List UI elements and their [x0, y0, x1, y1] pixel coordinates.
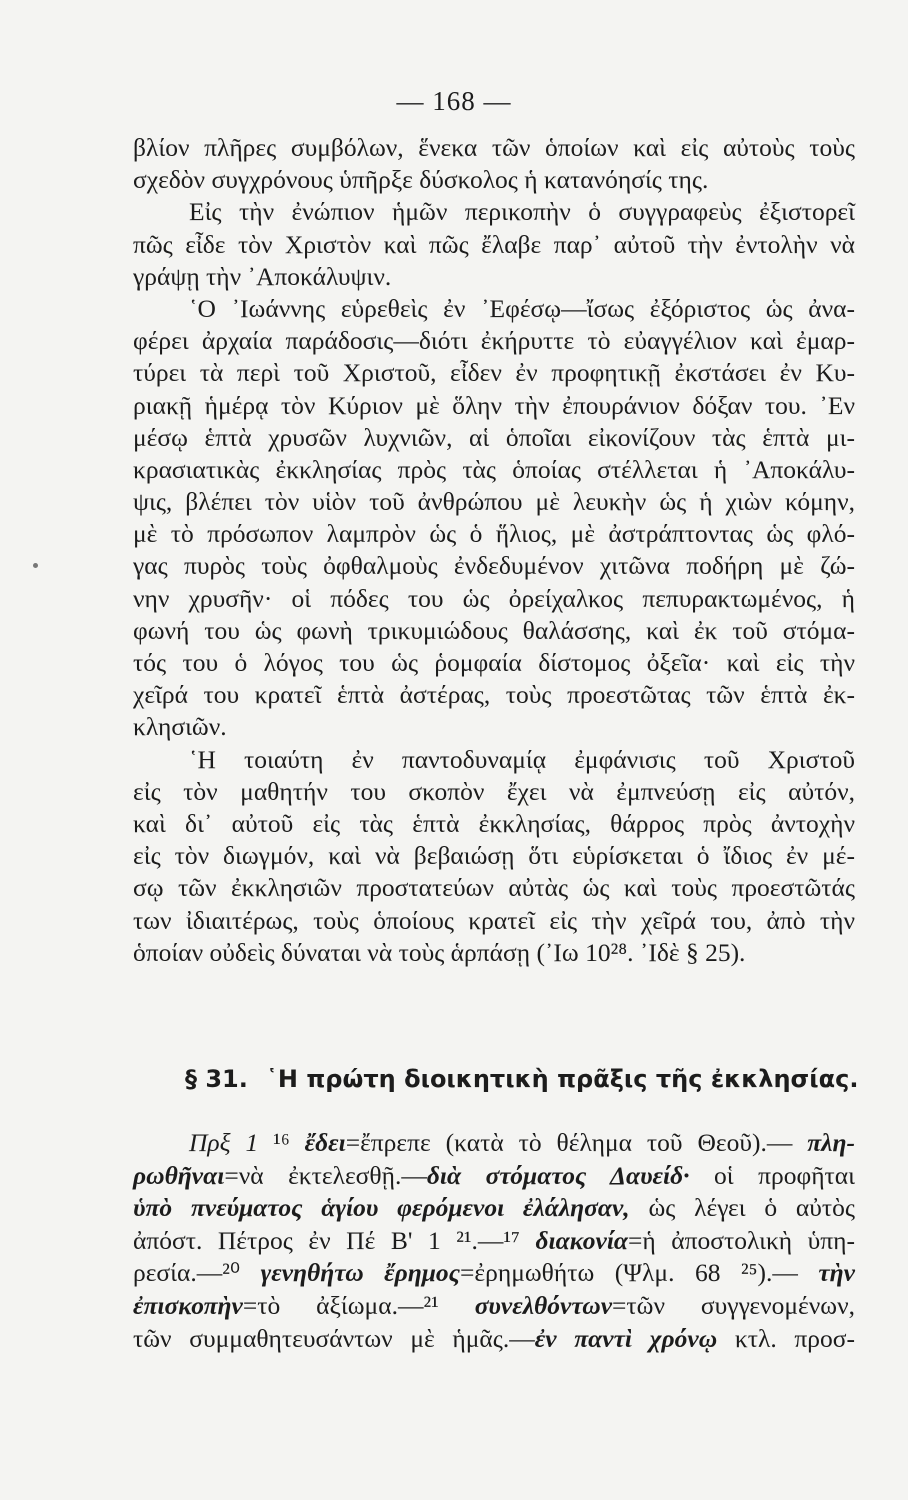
section-title: ῾Η πρώτη διοικητικὴ πρᾶξις τῆς ἐκκλησίας. [265, 1065, 859, 1093]
body-line: καὶ δι᾽ αὐτοῦ εἰς τὰς ἑπτὰ ἐκκλησίας, θάρρος πρὸς ἀντοχὴν [133, 808, 855, 838]
section-heading [185, 1065, 859, 1093]
body-line: γράψῃ τὴν ᾽Αποκάλυψιν. [133, 261, 392, 291]
section-number: § 31. [185, 1065, 248, 1093]
note-line [133, 1290, 855, 1323]
body-line: κλησιῶν. [133, 712, 227, 742]
note-text: ἀπόστ. Πέτρος ἐν Πέ Β' 1 ²¹.—¹⁷ [133, 1225, 536, 1255]
note-line [133, 1323, 855, 1356]
body-line: μὲ τὸ πρόσωπον λαμπρὸν ὡς ὁ ἥλιος, μὲ ἀστράπτοντας ὡς φλό- [133, 519, 855, 549]
note-text: τῶν συμμαθητευσάντων μὲ ἡμᾶς.— [133, 1323, 535, 1353]
body-line: νην χρυσῆν· οἱ πόδες του ὡς ὀρείχαλκος πεπυρακτωμένος, ἡ [133, 583, 855, 613]
note-line [133, 1160, 855, 1193]
note-reference: Πρξ 1 [189, 1128, 259, 1157]
note-text: οἱ προφῆται [689, 1160, 856, 1190]
body-line: εἰς τὸν μαθητήν του σκοπὸν ἔχει νὰ ἐμπνεύσῃ εἰς αὐτόν, [133, 776, 855, 806]
body-text [133, 132, 855, 969]
note-lemma: ρωθῆναι [133, 1160, 225, 1190]
note-lemma: διακονία [535, 1225, 629, 1255]
note-text: =τὸ ἀξίωμα.—²¹ [242, 1290, 475, 1320]
note-lemma: τὴν [818, 1258, 855, 1288]
note-line [133, 1192, 855, 1225]
note-text: =νὰ ἐκτελεσθῇ.— [224, 1160, 427, 1190]
body-line: ψις, βλέπει τὸν υἱὸν τοῦ ἀνθρώπου μὲ λευκὴν ὡς ἡ χιὼν κόμην, [133, 487, 855, 517]
body-line: σῳ τῶν ἐκκλησιῶν προστατεύων αὐτὰς ὡς καὶ τοὺς προεστῶτάς [133, 873, 855, 903]
note-line [133, 1127, 855, 1160]
note-lemma: ἐν παντὶ χρόνῳ [534, 1323, 718, 1353]
note-lemma: συνελθόντων [474, 1290, 613, 1320]
note-lemma: διὰ στόματος Δαυείδ· [426, 1160, 690, 1190]
note-text: ¹⁶ [258, 1128, 305, 1157]
note-text: =ἐρημωθήτω (Ψλμ. 68 ²⁵).— [460, 1258, 819, 1288]
body-line: τύρει τὰ περὶ τοῦ Χριστοῦ, εἶδεν ἐν προφητικῇ ἐκστάσει ἐν Κυ- [133, 358, 855, 388]
body-line: σχεδὸν συγχρόνους ὑπῆρξε δύσκολος ἡ κατανόησίς της. [133, 165, 709, 195]
note-text: =τῶν συγγενομένων, [612, 1290, 855, 1320]
body-line: ῾Η τοιαύτη ἐν παντοδυναμίᾳ ἐμφάνισις τοῦ Χριστοῦ [189, 744, 855, 774]
body-line: ὁποίαν οὐδεὶς δύναται νὰ τοὺς ἁρπάσῃ (᾽Ιω 10²⁸. ᾽Ιδὲ § 25). [133, 937, 746, 967]
scan-speck [33, 563, 38, 568]
note-text: κτλ. προσ- [717, 1323, 855, 1353]
body-line: κρασιατικὰς ἐκκλησίας πρὸς τὰς ὁποίας στέλλεται ἡ ᾽Αποκάλυ- [133, 454, 855, 484]
note-line [133, 1225, 855, 1258]
body-line: φωνή του ὡς φωνὴ τρικυμιώδους θαλάσσης, καὶ ἐκ τοῦ στόμα- [133, 615, 855, 645]
note-text: ρεσία.—²⁰ [133, 1258, 261, 1288]
note-text: ὡς λέγει ὁ αὐτὸς [629, 1193, 856, 1223]
page-number: — 168 — [396, 86, 512, 116]
body-line: ριακῇ ἡμέρᾳ τὸν Κύριον μὲ ὅλην τὴν ἐπουράνιον δόξαν του. ᾽Εν [133, 390, 855, 420]
body-line: βλίον πλῆρες συμβόλων, ἕνεκα τῶν ὁποίων καὶ εἰς αὐτοὺς τοὺς [133, 133, 855, 162]
commentary-notes [133, 1127, 855, 1355]
body-line: χεῖρά του κρατεῖ ἑπτὰ ἀστέρας, τοὺς προεστῶτας τῶν ἑπτὰ ἐκ- [133, 680, 855, 710]
note-line [133, 1257, 855, 1290]
body-line: πῶς εἶδε τὸν Χριστὸν καὶ πῶς ἔλαβε παρ᾽ αὐτοῦ τὴν ἐντολὴν νὰ [133, 229, 855, 259]
note-lemma: γενηθήτω ἔρημος [260, 1258, 461, 1288]
note-text: =ἡ ἀποστολικὴ ὑπη- [628, 1225, 855, 1255]
body-line: μέσῳ ἑπτὰ χρυσῶν λυχνιῶν, αἱ ὁποῖαι εἰκονίζουν τὰς ἑπτὰ μι- [133, 422, 855, 452]
body-line: φέρει ἀρχαία παράδοσις—διότι ἐκήρυττε τὸ εὐαγγέλιον καὶ ἐμαρ- [133, 326, 855, 356]
note-lemma: ὑπὸ πνεύματος ἁγίου φερόμενοι ἐλάλησαν, [133, 1193, 630, 1223]
body-line: εἰς τὸν διωγμόν, καὶ νὰ βεβαιώσῃ ὅτι εὑρίσκεται ὁ ἴδιος ἐν μέ- [133, 841, 855, 871]
body-line: γας πυρὸς τοὺς ὀφθαλμοὺς ἐνδεδυμένον χιτῶνα ποδήρη μὲ ζώ- [133, 551, 855, 581]
note-lemma: πλη- [807, 1128, 855, 1157]
body-line: ῾Ο ᾽Ιωάννης εὑρεθεὶς ἐν ᾽Εφέσῳ—ἴσως ἐξόριστος ὡς ἀνα- [189, 293, 855, 323]
note-lemma: ἐπισκοπὴν [133, 1290, 243, 1320]
body-line: τός του ὁ λόγος του ὡς ῥομφαία δίστομος ὀξεῖα· καὶ εἰς τὴν [133, 648, 855, 677]
note-text: =ἔπρεπε (κατὰ τὸ θέλημα τοῦ Θεοῦ).— [345, 1128, 808, 1157]
body-line: των ἰδιαιτέρως, τοὺς ὁποίους κρατεῖ εἰς τὴν χεῖρά του, ἀπὸ τὴν [133, 905, 855, 935]
body-line: Εἰς τὴν ἐνώπιον ἡμῶν περικοπὴν ὁ συγγραφεὺς ἐξιστορεῖ [189, 197, 855, 227]
note-lemma: ἔδει [304, 1128, 346, 1157]
